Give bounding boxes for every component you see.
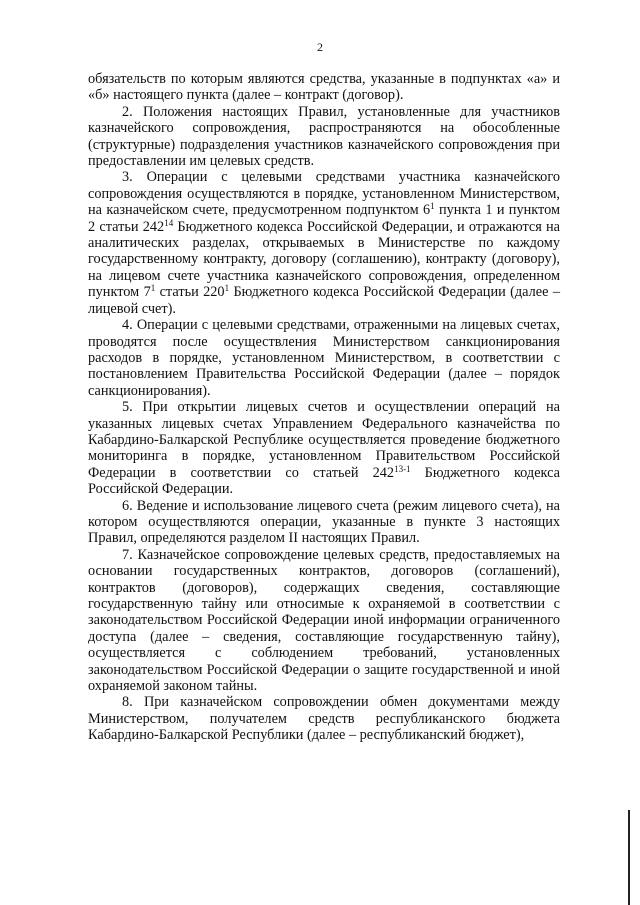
paragraph-p5 <box>88 399 560 497</box>
text-segment: обязательств по которым являются средства, указанные в подпунктах «а» и «б» настоящего пункта (далее – контракт (договор). <box>88 71 560 104</box>
text-segment: пункта 1 и пунктом 2 статьи 242 <box>88 202 560 235</box>
paragraph-p6 <box>88 498 560 547</box>
paragraph-p2 <box>88 104 560 170</box>
text-segment: 6. Ведение и использование лицевого счета (режим лицевого счета), на котором осуществляются операции, указанные в пункте 3 настоящих Правил, определяются разделом II настоящих Правил. <box>88 497 560 547</box>
document-body <box>88 71 560 744</box>
paragraph-p8 <box>88 694 560 743</box>
text-segment: 7. Казначейское сопровождение целевых средств, предоставляемых на основании государственных контрактов, договоров (соглашений), контрактов (договоров), содержащих сведения, составляющие государственную тайну или относимые к охраняемой в соответствии с законодательством Российской Федерации иной информации ограниченного доступа (далее – сведения, составляющие государственную тайну), осуществляется с соблюдением требований, установленных законодательством Российской Федерации о защите государственной и иной охраняемой законом тайны. <box>88 546 560 695</box>
text-segment: 3. Операции с целевыми средствами участника казначейского сопровождения осуществляются в порядке, установленном Министерством, на казначейском счете, предусмотренном подпунктом 6 <box>88 169 560 219</box>
text-segment: статьи 220 <box>155 284 225 301</box>
footnote-superscript: 13-1 <box>394 463 411 474</box>
footnote-superscript: 1 <box>224 283 230 294</box>
paragraph-p3 <box>88 169 560 317</box>
text-segment: 4. Операции с целевыми средствами, отраженными на лицевых счетах, проводятся после осуществления Министерством санкционирования расходов в порядке, установленном Министерством, в соответствии с постановлением Правительства Российской Федерации (далее – порядок санкционирования). <box>88 317 560 399</box>
text-segment: Бюджетного кодекса Российской Федерации, и отражаются на аналитических разделах, открываемых в Министерстве по каждому государственному контракту, договору (соглашению), контракту (договору), на лицевом счете участника казначейского сопровождения, определенном пунктом 7 <box>88 218 560 301</box>
paragraph-p1-cont <box>88 71 560 104</box>
page-number: 2 <box>317 40 323 54</box>
footnote-superscript: 14 <box>164 217 174 228</box>
paragraph-p4 <box>88 317 560 399</box>
paragraph-p7 <box>88 547 560 695</box>
text-segment: 5. При открытии лицевых счетов и осуществлении операций на указанных лицевых счетах Управлением Федерального казначейства по Кабардино-Балкарской Республике осуществляется проведение бюджетного мониторинга в порядке, установленном Правительством Российской Федерации в соответствии со статьей 242 <box>88 399 560 481</box>
text-segment: 8. При казначейском сопровождении обмен документами между Министерством, получателем средств республиканского бюджета Кабардино-Балкарской Республики (далее – республиканский бюджет), <box>88 694 560 744</box>
text-segment: Бюджетного кодекса Российской Федерации (далее – лицевой счет). <box>88 284 560 317</box>
footnote-superscript: 1 <box>150 283 156 294</box>
text-segment: Бюджетного кодекса Российской Федерации. <box>88 464 560 498</box>
footnote-superscript: 1 <box>430 201 435 212</box>
text-segment: 2. Положения настоящих Правил, установленные для участников казначейского сопровождения, распространяются на обособленные (структурные) подразделения участников казначейского сопровождения при предоставлении им целевых средств. <box>88 103 560 170</box>
scan-edge-mark <box>628 810 630 905</box>
